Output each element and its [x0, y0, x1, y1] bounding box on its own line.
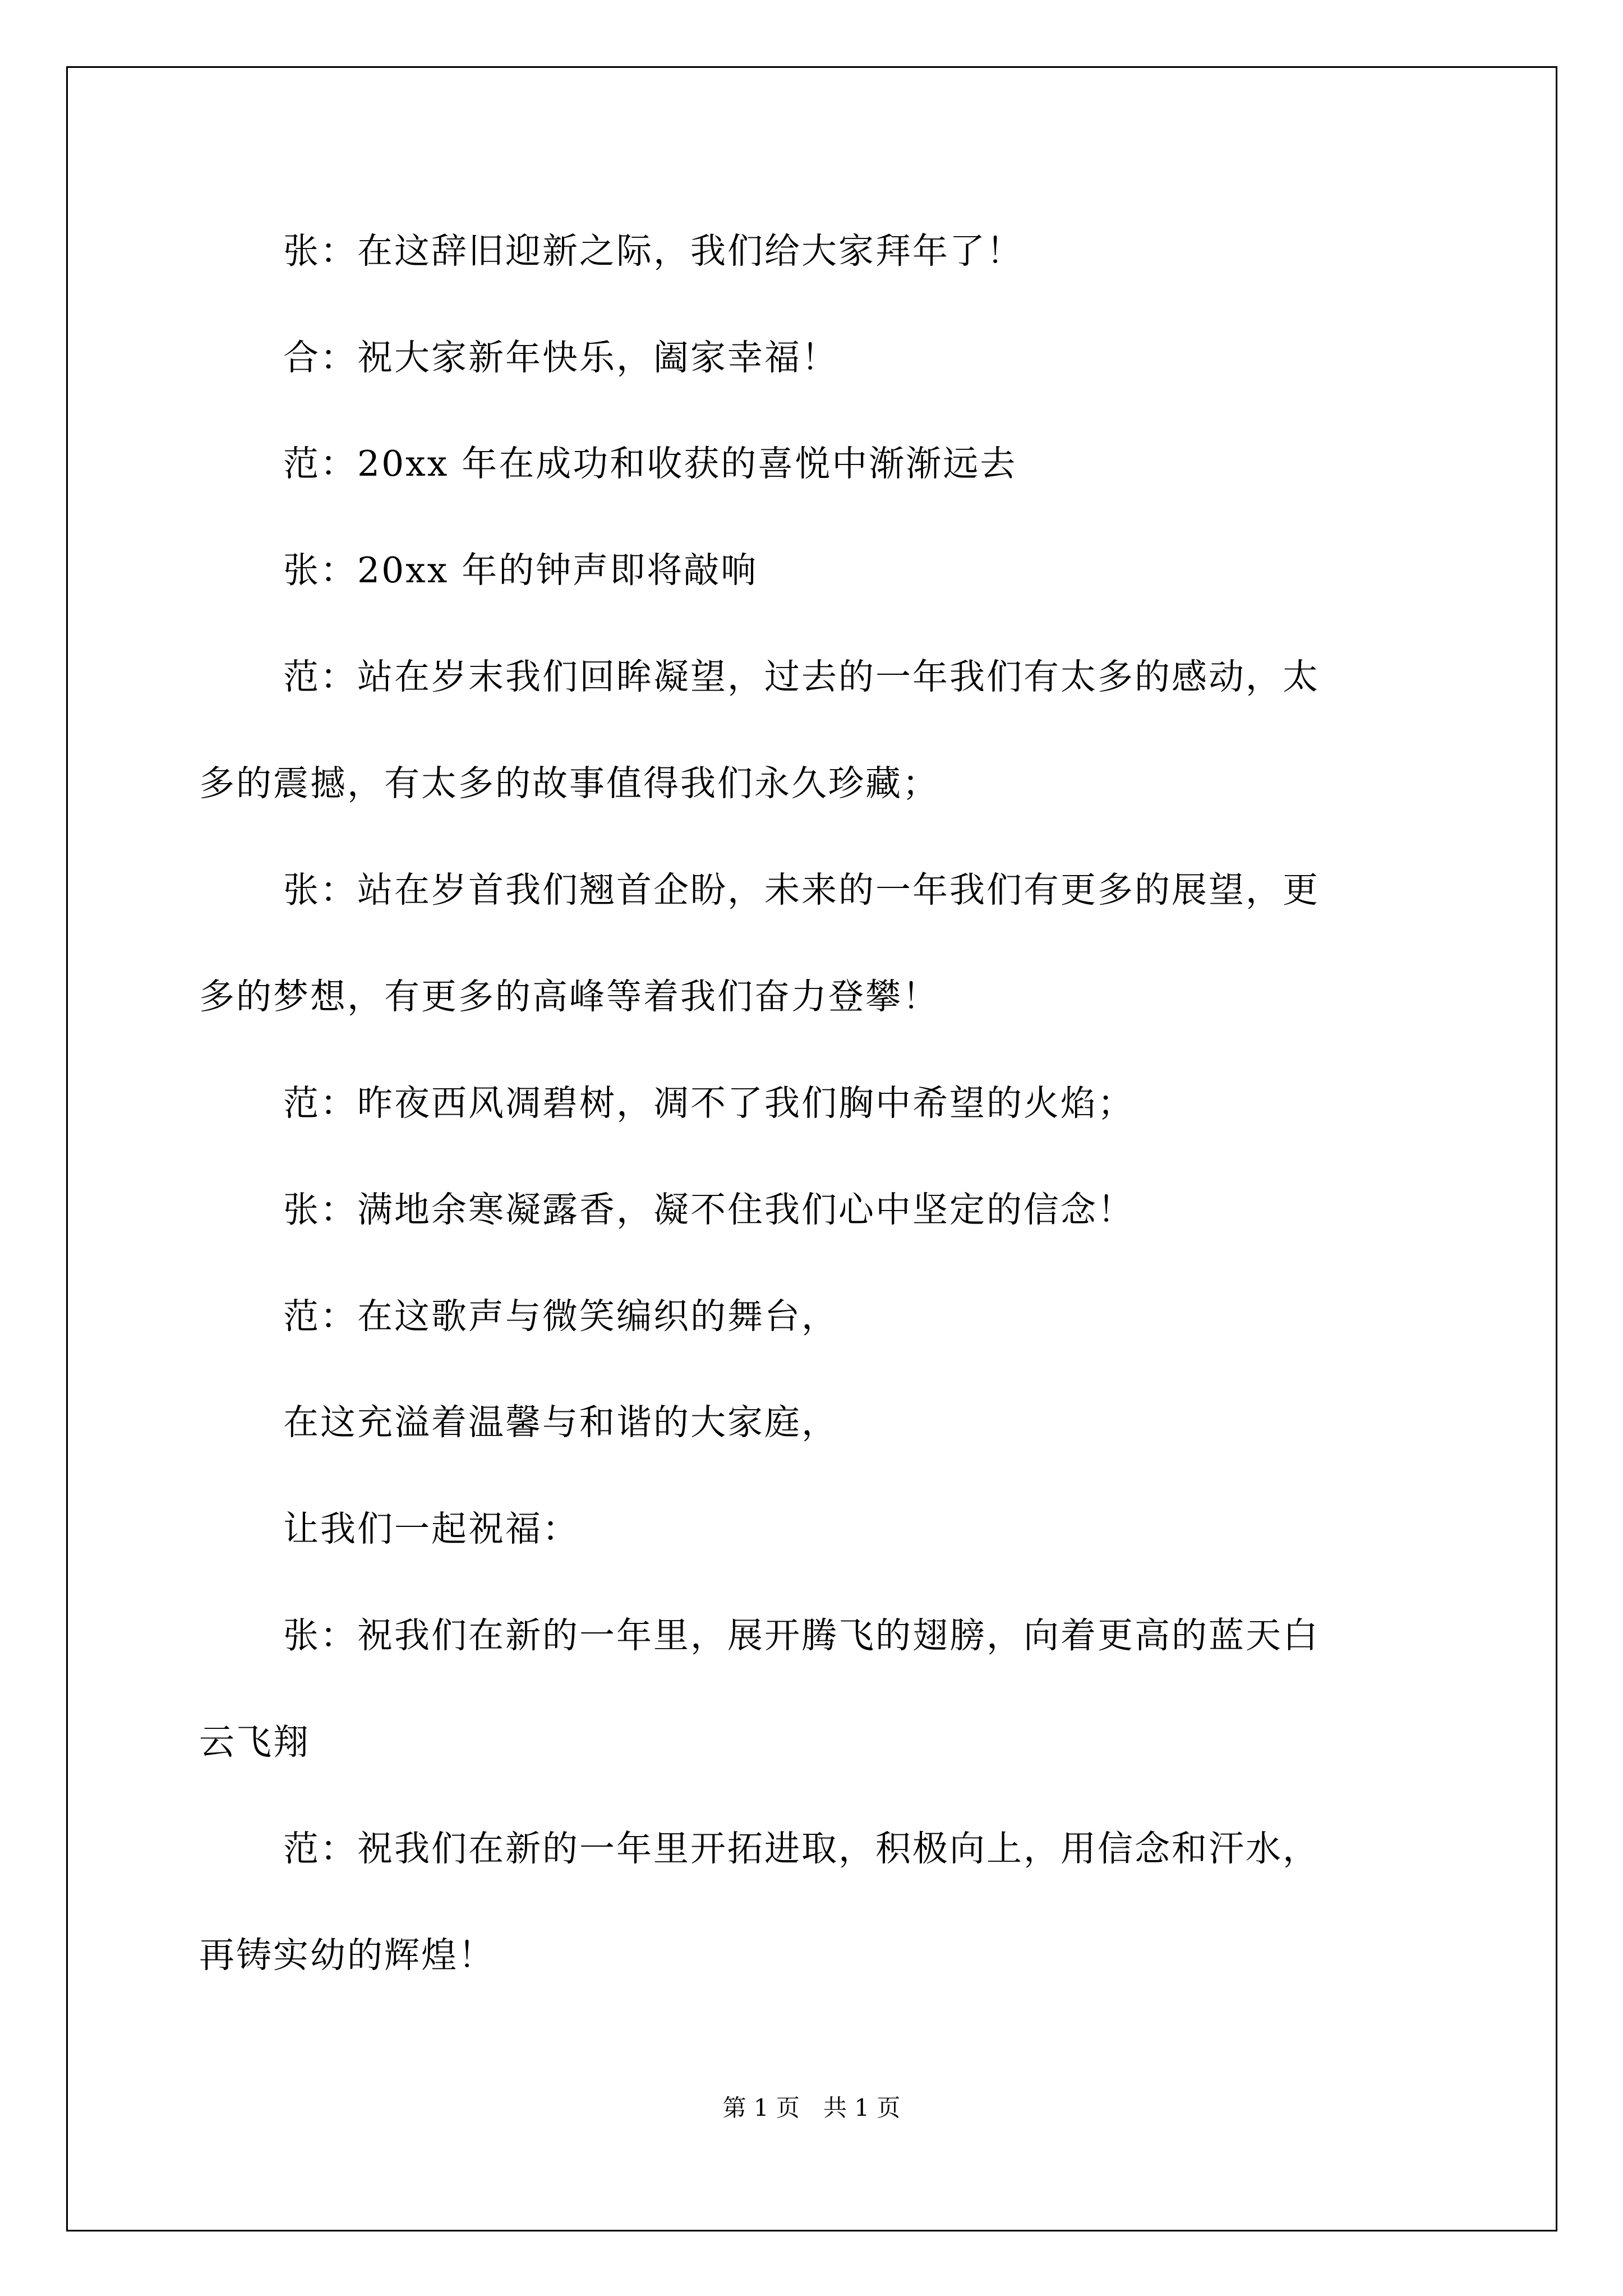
paragraph-line: 合：祝大家新年快乐，阖家幸福！ [283, 337, 838, 378]
paragraph-line: 范：站在岁末我们回眸凝望，过去的一年我们有太多的感动，太 [283, 656, 1320, 697]
paragraph-line: 再铸实幼的辉煌！ [199, 1935, 495, 1976]
paragraph-line: 张：满地余寒凝露香，凝不住我们心中坚定的信念！ [283, 1189, 1135, 1230]
paragraph-line: 范：在这歌声与微笑编织的舞台， [283, 1296, 838, 1337]
paragraph-line: 张：在这辞旧迎新之际，我们给大家拜年了！ [283, 231, 1023, 272]
paragraph-line: 张：20xx 年的钟声即将敲响 [283, 550, 758, 591]
paragraph-line: 张：站在岁首我们翘首企盼，未来的一年我们有更多的展望，更 [283, 869, 1320, 910]
paragraph-line: 范：祝我们在新的一年里开拓进取，积极向上，用信念和汗水， [283, 1828, 1320, 1869]
paragraph-line: 范：昨夜西风凋碧树，凋不了我们胸中希望的火焰； [283, 1083, 1135, 1124]
paragraph-line: 多的梦想，有更多的高峰等着我们奋力登攀！ [199, 976, 939, 1017]
paragraph-line: 张：祝我们在新的一年里，展开腾飞的翅膀，向着更高的蓝天白 [283, 1615, 1320, 1656]
paragraph-line: 让我们一起祝福： [283, 1508, 579, 1549]
paragraph-line: 多的震撼，有太多的故事值得我们永久珍藏； [199, 763, 939, 804]
paragraph-line: 范：20xx 年在成功和收获的喜悦中渐渐远去 [283, 443, 1017, 484]
page-border [66, 66, 1557, 2231]
paragraph-line: 在这充溢着温馨与和谐的大家庭， [283, 1402, 838, 1443]
page-footer: 第 1 页 共 1 页 [722, 2094, 901, 2122]
paragraph-line: 云飞翔 [199, 1722, 310, 1763]
